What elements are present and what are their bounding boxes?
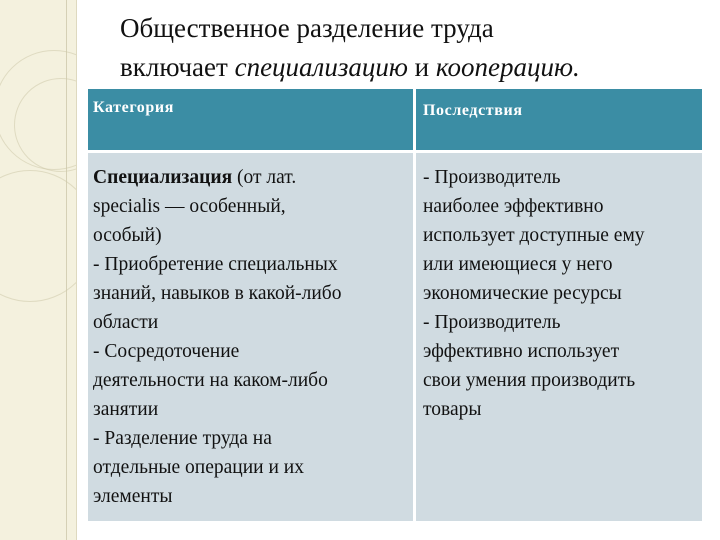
title-line-2-mid: и <box>407 52 436 82</box>
cell-consequences <box>423 163 705 424</box>
slide-title <box>120 9 705 87</box>
cell-line: элементы <box>93 486 173 507</box>
cell-line: области <box>93 312 159 333</box>
cell-line: - Производитель <box>423 312 561 333</box>
header-consequences: Последствия <box>423 102 523 119</box>
cell-line: экономические ресурсы <box>423 283 622 304</box>
cell-line: - Сосредоточение <box>93 341 240 362</box>
title-term-specialization: специализацию <box>234 52 408 82</box>
title-line-1: Общественное разделение труда <box>120 13 494 43</box>
cell-line: знаний, навыков в какой-либо <box>93 283 342 304</box>
cell-line: деятельности на каком-либо <box>93 370 328 391</box>
cell-line: - Производитель <box>423 167 561 188</box>
cell-line: отдельные операции и их <box>93 457 304 478</box>
cell-line: занятии <box>93 399 159 420</box>
cell-line: specialis — особенный, <box>93 196 286 217</box>
header-category: Категория <box>93 99 174 116</box>
division-of-labor-table <box>88 89 702 521</box>
decorative-line <box>66 0 67 540</box>
title-term-cooperation: кооперацию. <box>435 52 580 82</box>
cell-line: - Приобретение специальных <box>93 254 338 275</box>
decorative-sidebar <box>0 0 77 540</box>
cell-line: свои умения производить <box>423 370 636 391</box>
cell-line: или имеющиеся у него <box>423 254 613 275</box>
cell-line: товары <box>423 399 482 420</box>
column-divider <box>413 89 416 521</box>
cell-line: особый) <box>93 225 162 246</box>
cell-category <box>93 163 411 511</box>
table-header-row <box>88 89 702 153</box>
cell-line: наиболее эффективно <box>423 196 604 217</box>
term-etymology: (от лат. <box>232 167 297 188</box>
cell-line: использует доступные ему <box>423 225 645 246</box>
cell-line: - Разделение труда на <box>93 428 272 449</box>
term-specialization: Специализация <box>93 167 233 188</box>
title-line-2-prefix: включает <box>120 52 235 82</box>
cell-line <box>93 163 411 192</box>
cell-line: эффективно использует <box>423 341 620 362</box>
